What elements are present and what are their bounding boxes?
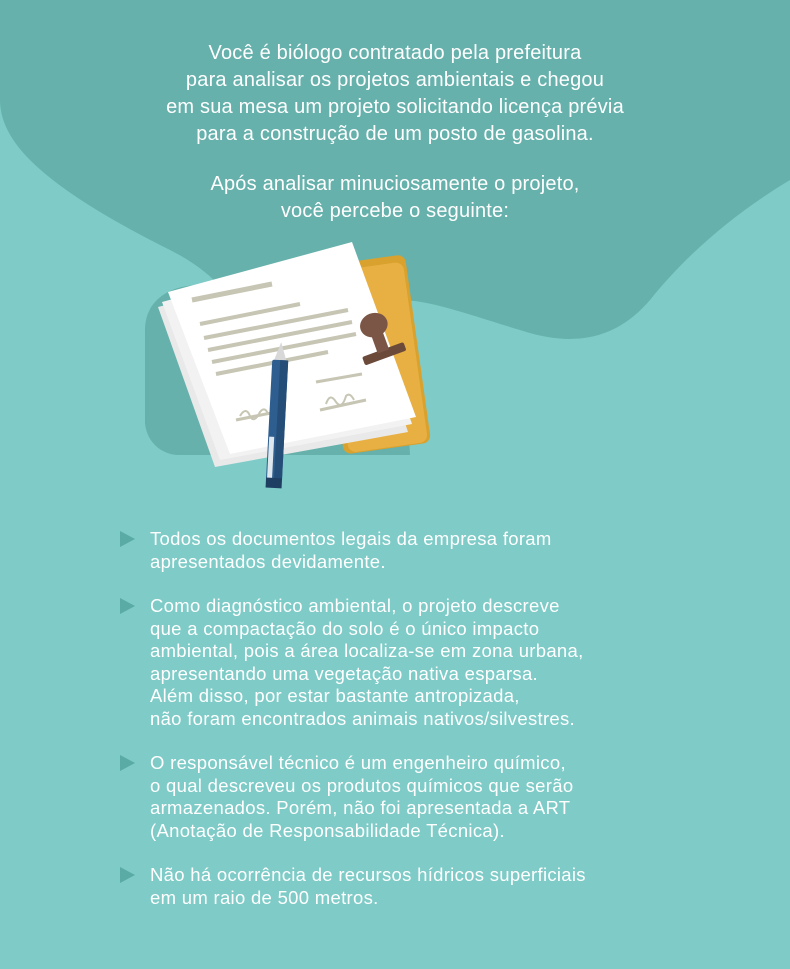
- list-item-line: o qual descreveu os produtos químicos que serão: [150, 774, 574, 796]
- list-item-line: em um raio de 500 metros.: [150, 886, 379, 908]
- list-item-line: armazenados. Porém, não foi apresentada a ART: [150, 797, 571, 818]
- intro-paragraph-2: [95, 171, 695, 225]
- list-item-line: ambiental, pois a área localiza-se em zona urbana,: [150, 640, 584, 661]
- list-item-text: [150, 752, 718, 842]
- intro-paragraph-1: [95, 40, 695, 148]
- intro-text: [95, 40, 695, 225]
- list-item-text: [150, 595, 718, 730]
- list-item-line: Além disso, por estar bastante antropizada,: [150, 685, 520, 706]
- documents-pen-stamp-icon: [140, 232, 440, 497]
- triangle-bullet-icon: [120, 598, 135, 614]
- list-item: [118, 595, 718, 730]
- list-item-line: apresentados devidamente.: [150, 550, 386, 572]
- list-item-line: apresentando uma vegetação nativa esparsa.: [150, 662, 538, 684]
- intro-line: em sua mesa um projeto solicitando licença prévia: [166, 96, 624, 118]
- intro-line: Você é biólogo contratado pela prefeitura: [208, 42, 582, 64]
- list-item-line: Como diagnóstico ambiental, o projeto descreve: [150, 595, 560, 616]
- list-item: [118, 864, 718, 909]
- intro-line: Após analisar minuciosamente o projeto,: [210, 173, 580, 195]
- triangle-bullet-icon: [120, 531, 135, 547]
- list-item: [118, 528, 718, 573]
- triangle-bullet-icon: [120, 755, 135, 771]
- list-item-line: O responsável técnico é um engenheiro químico,: [150, 752, 566, 773]
- list-item-line: (Anotação de Responsabilidade Técnica).: [150, 819, 505, 841]
- list-item-text: [150, 528, 718, 573]
- triangle-bullet-icon: [120, 867, 135, 883]
- list-item-line: que a compactação do solo é o único impacto: [150, 617, 540, 639]
- list-item: [118, 752, 718, 842]
- list-item-text: [150, 864, 718, 909]
- findings-list: [118, 528, 718, 931]
- intro-line: para analisar os projetos ambientais e chegou: [185, 69, 605, 91]
- intro-line: para a construção de um posto de gasolina.: [196, 123, 594, 145]
- list-item-line: não foram encontrados animais nativos/silvestres.: [150, 707, 575, 729]
- intro-line: você percebe o seguinte:: [280, 200, 510, 222]
- list-item-line: Não há ocorrência de recursos hídricos superficiais: [150, 864, 586, 885]
- list-item-line: Todos os documentos legais da empresa foram: [150, 528, 552, 549]
